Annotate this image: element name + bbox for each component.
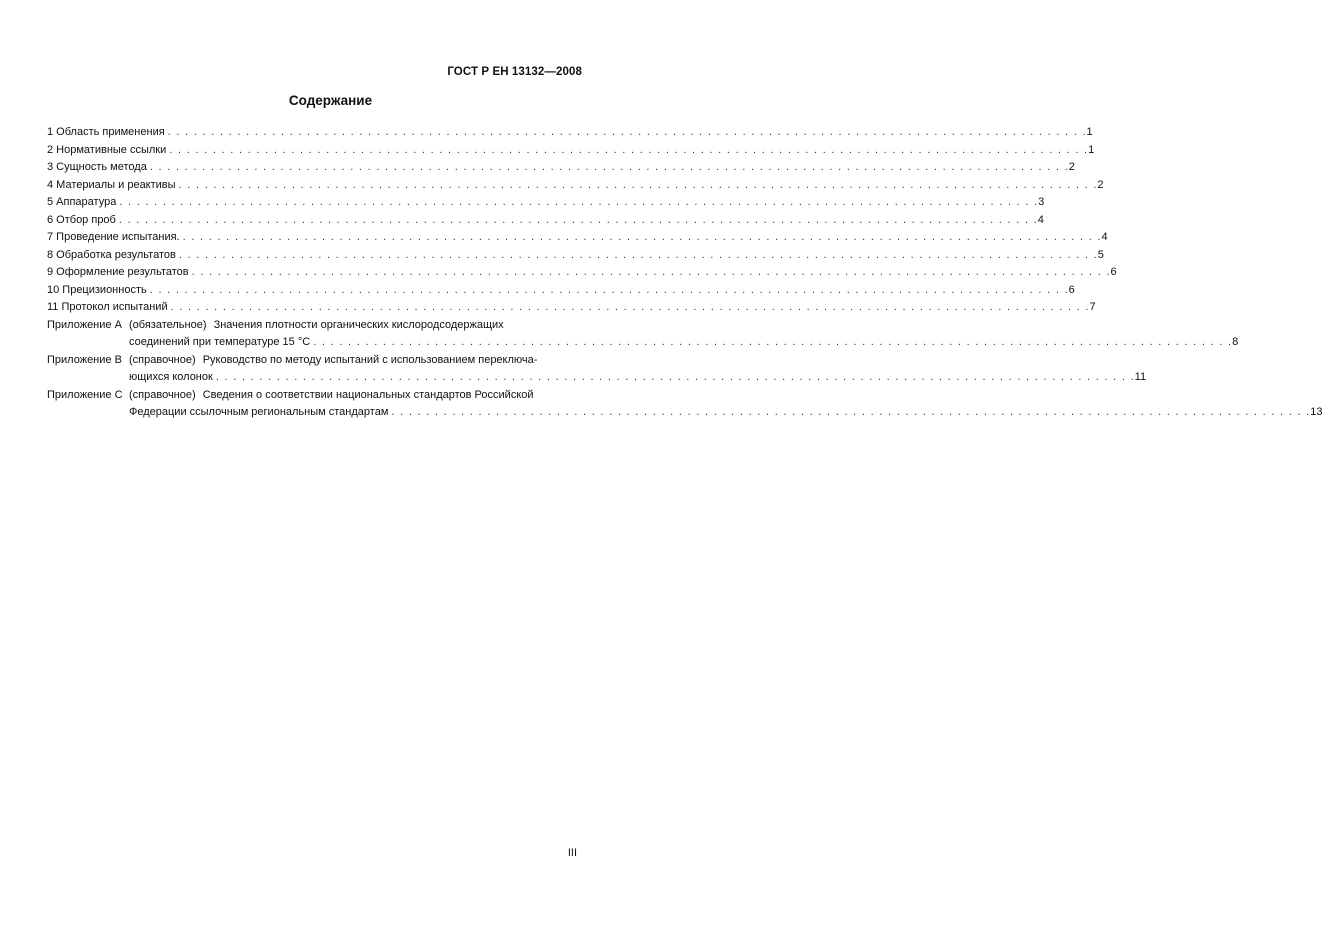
- page-number: III: [567, 847, 577, 859]
- toc-item: [47, 124, 1093, 142]
- toc-item: [47, 299, 1096, 317]
- dot-leader: [150, 282, 1068, 300]
- annex-page: 13: [1310, 406, 1323, 418]
- toc-title: Содержание: [288, 93, 373, 108]
- annex-body: [129, 352, 1146, 387]
- toc-item-label: 1 Область применения: [47, 126, 165, 138]
- toc-item-label: 11 Протокол испытаний: [47, 301, 168, 313]
- toc-item: [47, 159, 1075, 177]
- toc-item-label: 4 Материалы и реактивы: [47, 178, 176, 191]
- dot-leader: [168, 124, 1086, 142]
- toc-item-page: 2: [1068, 161, 1075, 173]
- toc-item-page: 4: [1037, 213, 1044, 226]
- annex-line-1: [129, 317, 1238, 335]
- toc-annex: [47, 317, 1239, 352]
- toc-item: [47, 247, 1104, 265]
- annex-kind: (обязательное): [129, 318, 207, 331]
- toc-item: [47, 177, 1104, 195]
- toc-annex: [47, 387, 1323, 422]
- toc-item-page: 5: [1097, 248, 1104, 261]
- toc-item: [47, 142, 1095, 160]
- dot-leader: [119, 212, 1037, 230]
- toc-item-page: 4: [1101, 231, 1108, 243]
- dot-leader: [119, 194, 1037, 212]
- toc-item-page: 6: [1068, 283, 1075, 296]
- toc-item-label: 8 Обработка результатов: [47, 248, 176, 261]
- toc-item-page: 1: [1086, 126, 1093, 138]
- toc-item-label: 6 Отбор проб: [47, 213, 116, 226]
- annex-label: Приложение В: [47, 353, 122, 366]
- annex-title-line-2: ющихся колонок: [129, 371, 213, 383]
- annex-line-1: [129, 387, 1323, 405]
- toc-item-page: 2: [1097, 178, 1104, 191]
- annex-title-line-2: Федерации ссылочным региональным стандартам: [129, 406, 389, 418]
- dot-leader: [216, 369, 1134, 387]
- toc-item-label: 5 Аппаратура: [47, 196, 117, 208]
- toc-item-label: 10 Прецизионность: [47, 283, 147, 296]
- toc-item: [47, 282, 1075, 300]
- dot-leader: [183, 229, 1101, 247]
- annex-body: [129, 317, 1238, 352]
- toc-item: [47, 229, 1108, 247]
- document-code: ГОСТ Р ЕН 13132—2008: [447, 66, 582, 78]
- toc-item-page: 1: [1088, 143, 1095, 156]
- annex-title-line-2: соединений при температуре 15 °С: [129, 336, 311, 348]
- annex-line-2: [129, 369, 1146, 387]
- toc-item-label: 3 Сущность метода: [47, 161, 147, 173]
- annex-page: 8: [1232, 336, 1239, 348]
- dot-leader: [169, 142, 1087, 160]
- dot-leader: [192, 264, 1110, 282]
- dot-leader: [150, 159, 1068, 177]
- dot-leader: [171, 299, 1089, 317]
- toc-item-page: 6: [1110, 266, 1117, 278]
- dot-leader: [179, 247, 1097, 265]
- annex-label: Приложение С: [47, 388, 123, 401]
- toc-item-page: 7: [1089, 301, 1096, 313]
- toc-item-label: 7 Проведение испытания.: [47, 231, 180, 243]
- annex-kind: (справочное): [129, 353, 196, 366]
- annex-kind: (справочное): [129, 388, 196, 401]
- toc-item: [47, 194, 1045, 212]
- annex-body: [129, 387, 1323, 422]
- annex-line-2: [129, 334, 1238, 352]
- annex-label: Приложение А: [47, 318, 122, 331]
- dot-leader: [179, 177, 1097, 195]
- annex-line-2: [129, 404, 1323, 422]
- annex-page: 11: [1134, 371, 1147, 383]
- toc-item-label: 9 Оформление результатов: [47, 266, 189, 278]
- toc-item-page: 3: [1038, 196, 1045, 208]
- dot-leader: [391, 404, 1309, 422]
- annex-title-line-1: Руководство по методу испытаний с использованием переключа-: [202, 353, 538, 366]
- annex-title-line-1: Значения плотности органических кислородсодержащих: [213, 318, 504, 331]
- annex-title-line-1: Сведения о соответствии национальных стандартов Российской: [202, 388, 534, 401]
- toc-item-label: 2 Нормативные ссылки: [47, 143, 167, 156]
- toc-item: [47, 264, 1117, 282]
- toc-annex: [47, 352, 1147, 387]
- dot-leader: [313, 334, 1231, 352]
- table-of-contents: [47, 124, 1323, 422]
- annex-line-1: [129, 352, 1146, 370]
- toc-item: [47, 212, 1044, 230]
